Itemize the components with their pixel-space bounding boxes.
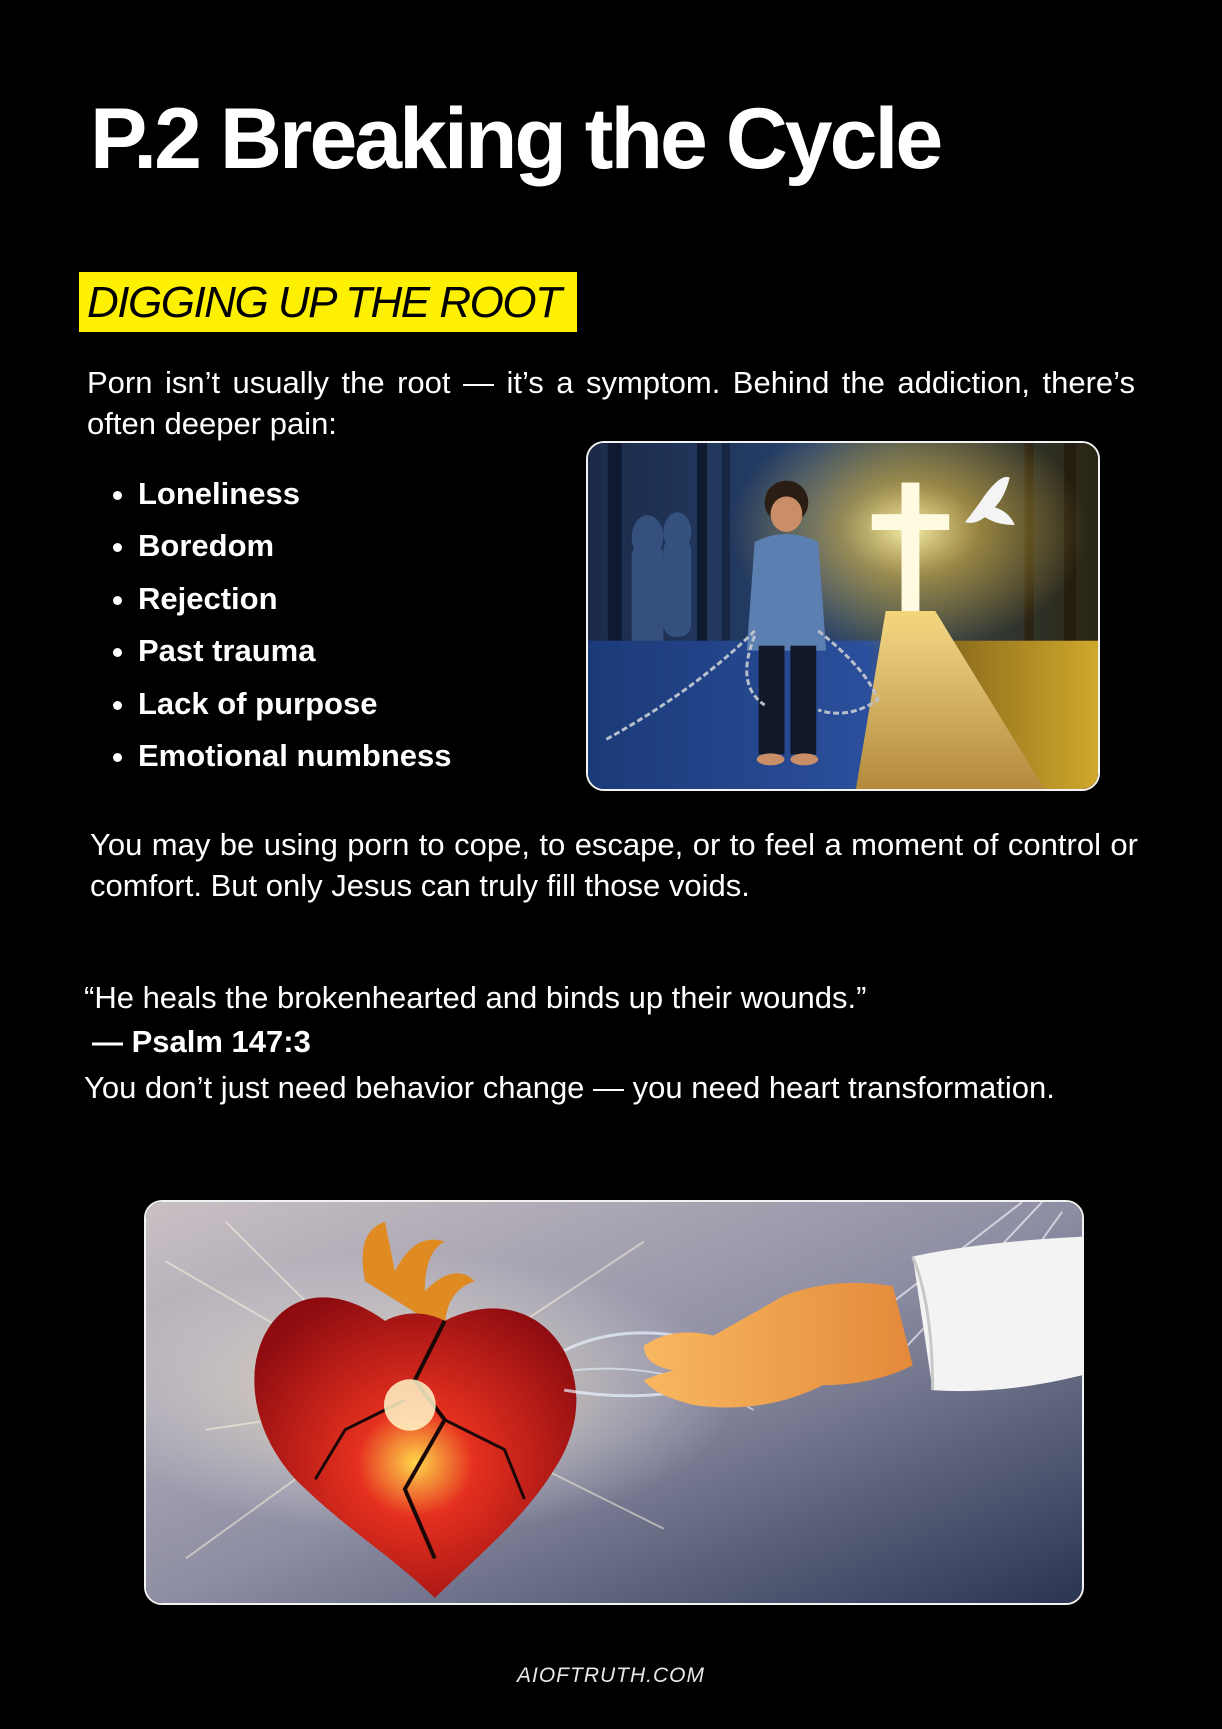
intro-paragraph: Porn isn’t usually the root — it’s a symptom. Behind the addiction, there’s often deeper pain: bbox=[87, 365, 1135, 441]
page-title: P.2 Breaking the Cycle bbox=[90, 91, 941, 187]
section-label: DIGGING UP THE ROOT bbox=[79, 272, 577, 332]
scripture-quote: “He heals the brokenhearted and binds up their wounds.” bbox=[84, 980, 867, 1015]
list-item: • Loneliness bbox=[138, 468, 451, 520]
list-item: • Rejection bbox=[138, 573, 451, 625]
chains-illustration bbox=[586, 441, 1100, 791]
footer-site-name: AIOFTRUTH.COM bbox=[517, 1664, 705, 1687]
list-item: • Lack of purpose bbox=[138, 678, 451, 730]
scripture-reference: — Psalm 147:3 bbox=[92, 1024, 311, 1059]
list-item: • Past trauma bbox=[138, 625, 451, 677]
heart-illustration bbox=[144, 1200, 1084, 1605]
list-item: • Emotional numbness bbox=[138, 730, 451, 782]
transformation-paragraph: You don’t just need behavior change — you need heart transformation. bbox=[84, 1070, 1055, 1105]
list-item: • Boredom bbox=[138, 520, 451, 572]
cope-paragraph: You may be using porn to cope, to escape, or to feel a moment of control or comfort. But only Jesus can truly fill those voids. bbox=[90, 827, 1138, 903]
roots-list bbox=[98, 468, 451, 782]
chains-illustration-graphic bbox=[588, 443, 1098, 789]
heart-illustration-graphic bbox=[146, 1202, 1082, 1603]
